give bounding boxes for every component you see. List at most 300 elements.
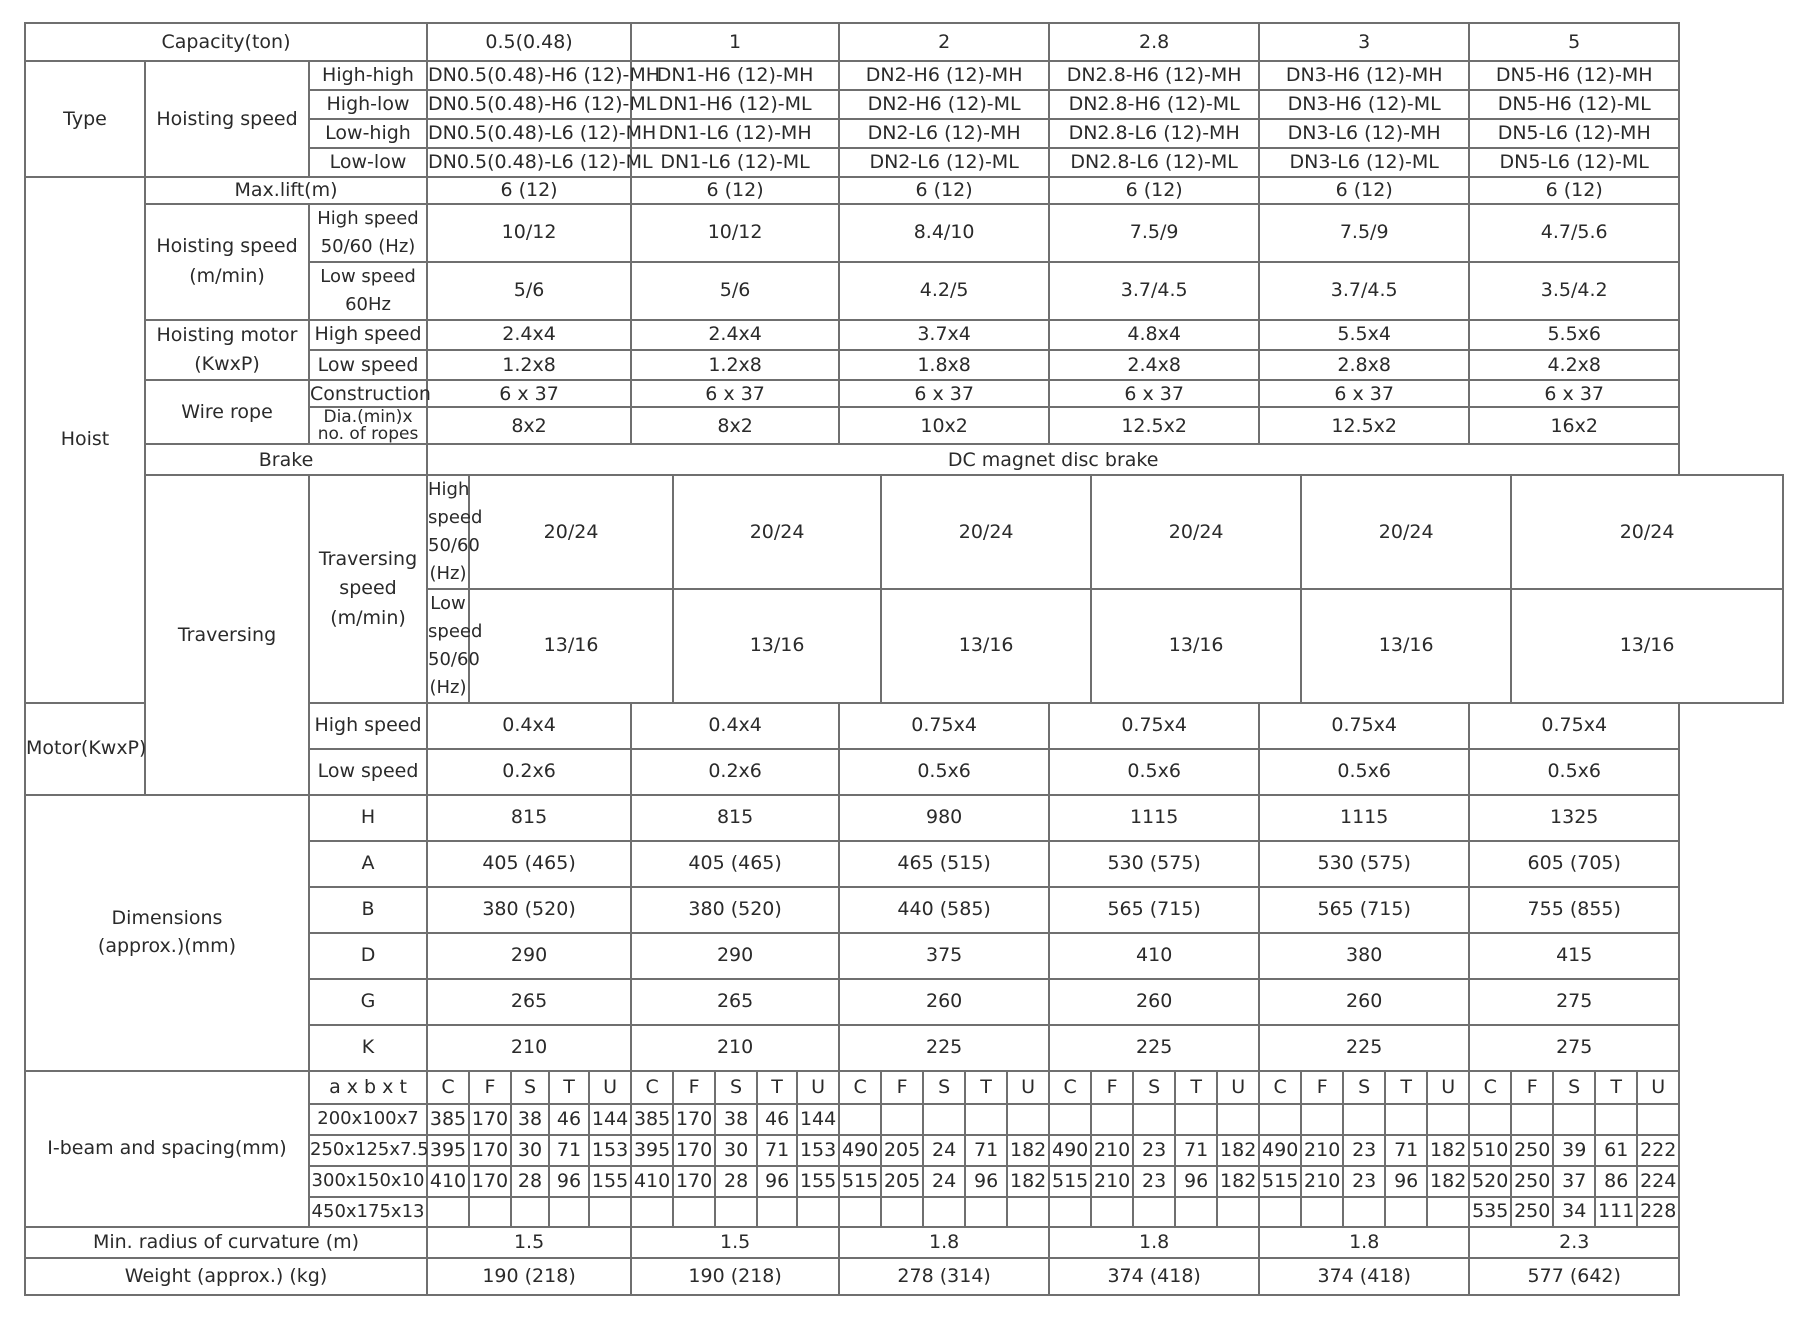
ibeam-value-u: 182: [1427, 1135, 1469, 1166]
hoisting-speed-high-value-4: 7.5/9: [1049, 204, 1259, 262]
traversing-motor-high-value-2: 0.4x4: [631, 703, 839, 749]
ibeam-letter-c: C: [1469, 1071, 1511, 1104]
wire-construction-row: [25, 380, 1783, 407]
ibeam-value-s: [1133, 1197, 1175, 1227]
model-high-high-1: DN0.5(0.48)-H6 (12)-MH: [427, 61, 631, 90]
ibeam-size: 300x150x10: [309, 1166, 427, 1197]
ibeam-value-f: 170: [469, 1166, 511, 1197]
ibeam-value-u: [1007, 1104, 1049, 1135]
ibeam-value-s: [923, 1104, 965, 1135]
dimension-h-value-6: 1325: [1469, 795, 1679, 841]
ibeam-value-t: 71: [1385, 1135, 1427, 1166]
model-low-low-1: DN0.5(0.48)-L6 (12)-ML: [427, 148, 631, 177]
traversing-speed-low-value-6: 13/16: [1511, 589, 1783, 703]
capacity-value-6: 5: [1469, 23, 1679, 61]
ibeam-value-f: 210: [1301, 1135, 1343, 1166]
ibeam-value-u: 182: [1427, 1166, 1469, 1197]
dimension-h-value-3: 980: [839, 795, 1049, 841]
ibeam-value-t: 71: [549, 1135, 589, 1166]
dimension-h-value-1: 815: [427, 795, 631, 841]
hoisting-motor-high-value-2: 2.4x4: [631, 320, 839, 350]
hoisting-motor-high-row: [25, 320, 1783, 350]
model-low-high-2: DN1-L6 (12)-MH: [631, 119, 839, 148]
ibeam-value-c: [1259, 1104, 1301, 1135]
ibeam-letter-s: S: [511, 1071, 549, 1104]
model-low-high-4: DN2.8-L6 (12)-MH: [1049, 119, 1259, 148]
ibeam-value-t: [1385, 1104, 1427, 1135]
ibeam-value-c: 515: [1259, 1166, 1301, 1197]
traversing-speed-low-value-1: 13/16: [469, 589, 673, 703]
dimension-k-value-1: 210: [427, 1025, 631, 1071]
ibeam-value-s: 23: [1343, 1135, 1385, 1166]
max-lift-value-2: 6 (12): [631, 177, 839, 204]
dimension-a-value-5: 530 (575): [1259, 841, 1469, 887]
ibeam-value-s: 38: [715, 1104, 757, 1135]
dimension-key: A: [309, 841, 427, 887]
max-lift-value-1: 6 (12): [427, 177, 631, 204]
ibeam-value-u: [589, 1197, 631, 1227]
model-high-high-4: DN2.8-H6 (12)-MH: [1049, 61, 1259, 90]
ibeam-letter-c: C: [631, 1071, 673, 1104]
model-low-high-5: DN3-L6 (12)-MH: [1259, 119, 1469, 148]
ibeam-value-s: [1343, 1197, 1385, 1227]
dimension-k-value-3: 225: [839, 1025, 1049, 1071]
ibeam-value-f: 250: [1511, 1135, 1553, 1166]
model-low-low-3: DN2-L6 (12)-ML: [839, 148, 1049, 177]
ibeam-value-u: 144: [589, 1104, 631, 1135]
ibeam-value-t: [757, 1197, 797, 1227]
wire-dia-value-5: 12.5x2: [1259, 407, 1469, 444]
ibeam-value-s: [1133, 1104, 1175, 1135]
max-lift-value-6: 6 (12): [1469, 177, 1679, 204]
hoisting-motor-low-value-2: 1.2x8: [631, 350, 839, 380]
ibeam-value-u: [1427, 1104, 1469, 1135]
type-mode-low-low: Low-low: [309, 148, 427, 177]
ibeam-value-s: 23: [1133, 1135, 1175, 1166]
ibeam-letter-s: S: [1553, 1071, 1595, 1104]
ibeam-value-u: [1637, 1104, 1679, 1135]
ibeam-value-f: [881, 1104, 923, 1135]
ibeam-letter-c: C: [427, 1071, 469, 1104]
wire-dia-label-line-2: no. of ropes: [317, 423, 419, 444]
ibeam-value-c: [839, 1197, 881, 1227]
ibeam-value-c: 490: [1049, 1135, 1091, 1166]
dimension-d-value-1: 290: [427, 933, 631, 979]
dimension-a-value-2: 405 (465): [631, 841, 839, 887]
max-lift-label: Max.lift(m): [145, 177, 427, 204]
ibeam-value-s: 24: [923, 1166, 965, 1197]
wire-construction-label: Construction: [309, 380, 427, 407]
hoist-label: Hoist: [25, 177, 145, 703]
hoisting-motor-label: [145, 320, 309, 381]
ibeam-letter-u: U: [1427, 1071, 1469, 1104]
min-radius-value-5: 1.8: [1259, 1227, 1469, 1258]
ibeam-letter-f: F: [1091, 1071, 1133, 1104]
model-low-low-5: DN3-L6 (12)-ML: [1259, 148, 1469, 177]
ibeam-value-t: [1595, 1104, 1637, 1135]
dimension-a-value-1: 405 (465): [427, 841, 631, 887]
ibeam-value-s: 38: [511, 1104, 549, 1135]
spec-table: [24, 22, 1784, 1296]
min-radius-value-3: 1.8: [839, 1227, 1049, 1258]
hoisting-speed-high-value-6: 4.7/5.6: [1469, 204, 1679, 262]
hoisting-motor-label-line-2: (KwxP): [194, 353, 260, 375]
ibeam-value-u: 182: [1007, 1135, 1049, 1166]
hoisting-speed-high-value-3: 8.4/10: [839, 204, 1049, 262]
traversing-motor-high-label: High speed: [309, 703, 427, 749]
weight-value-4: 374 (418): [1049, 1258, 1259, 1295]
ibeam-value-f: [1091, 1104, 1133, 1135]
dimension-g-value-5: 260: [1259, 979, 1469, 1025]
ibeam-letter-f: F: [1511, 1071, 1553, 1104]
ibeam-value-c: 490: [1259, 1135, 1301, 1166]
traversing-speed-label-line-2: speed: [339, 577, 397, 600]
ibeam-value-u: [1217, 1197, 1259, 1227]
traversing-speed-low-value-2: 13/16: [673, 589, 881, 703]
hoisting-speed-high-label: [309, 204, 427, 262]
capacity-value-1: 0.5(0.48): [427, 23, 631, 61]
hoisting-speed-low-line-1: Low speed: [320, 265, 416, 287]
ibeam-value-s: [923, 1197, 965, 1227]
capacity-value-4: 2.8: [1049, 23, 1259, 61]
min-radius-label: Min. radius of curvature (m): [25, 1227, 427, 1258]
ibeam-value-u: 155: [589, 1166, 631, 1197]
model-low-low-4: DN2.8-L6 (12)-ML: [1049, 148, 1259, 177]
dimensions-label-line-2: (approx.)(mm): [97, 934, 237, 957]
dimension-k-value-6: 275: [1469, 1025, 1679, 1071]
min-radius-value-1: 1.5: [427, 1227, 631, 1258]
ibeam-value-s: 30: [715, 1135, 757, 1166]
ibeam-value-u: [797, 1197, 839, 1227]
model-high-low-6: DN5-H6 (12)-ML: [1469, 90, 1679, 119]
dimension-h-value-2: 815: [631, 795, 839, 841]
ibeam-value-t: [965, 1197, 1007, 1227]
ibeam-value-u: 182: [1007, 1166, 1049, 1197]
weight-row: [25, 1258, 1783, 1295]
ibeam-value-s: 30: [511, 1135, 549, 1166]
traversing-speed-high-value-5: 20/24: [1301, 475, 1511, 589]
ibeam-value-f: [673, 1197, 715, 1227]
dimensions-label: [25, 795, 309, 1071]
hoisting-speed-high-value-2: 10/12: [631, 204, 839, 262]
ibeam-value-t: 71: [1175, 1135, 1217, 1166]
traversing-speed-low-label: [427, 589, 483, 703]
traversing-speed-high-line-2: 50/60 (Hz): [428, 535, 480, 585]
ibeam-value-f: 210: [1091, 1135, 1133, 1166]
ibeam-letter-s: S: [1343, 1071, 1385, 1104]
traversing-speed-high-value-2: 20/24: [673, 475, 881, 589]
ibeam-value-f: 170: [673, 1166, 715, 1197]
ibeam-head-label: a x b x t: [309, 1071, 427, 1104]
ibeam-value-u: [1007, 1197, 1049, 1227]
ibeam-value-u: 224: [1637, 1166, 1679, 1197]
brake-value: DC magnet disc brake: [427, 444, 1679, 475]
ibeam-value-t: 71: [965, 1135, 1007, 1166]
ibeam-value-t: 46: [757, 1104, 797, 1135]
weight-value-3: 278 (314): [839, 1258, 1049, 1295]
ibeam-value-f: 170: [673, 1104, 715, 1135]
traversing-motor-label: Motor(KwxP): [25, 703, 145, 795]
ibeam-value-u: 153: [589, 1135, 631, 1166]
ibeam-value-t: [549, 1197, 589, 1227]
model-low-low-2: DN1-L6 (12)-ML: [631, 148, 839, 177]
ibeam-letter-c: C: [1049, 1071, 1091, 1104]
ibeam-value-s: 28: [511, 1166, 549, 1197]
wire-dia-value-6: 16x2: [1469, 407, 1679, 444]
ibeam-value-c: 410: [631, 1166, 673, 1197]
dimension-k-value-5: 225: [1259, 1025, 1469, 1071]
ibeam-value-c: 510: [1469, 1135, 1511, 1166]
ibeam-value-c: [1259, 1197, 1301, 1227]
ibeam-value-t: 111: [1595, 1197, 1637, 1227]
hoisting-motor-low-value-5: 2.8x8: [1259, 350, 1469, 380]
ibeam-value-f: [881, 1197, 923, 1227]
ibeam-value-s: [1553, 1104, 1595, 1135]
ibeam-letter-u: U: [589, 1071, 631, 1104]
dimension-k-value-2: 210: [631, 1025, 839, 1071]
type-mode-low-high: Low-high: [309, 119, 427, 148]
wire-dia-value-4: 12.5x2: [1049, 407, 1259, 444]
dimension-key: B: [309, 887, 427, 933]
traversing-speed-high-value-1: 20/24: [469, 475, 673, 589]
traversing-speed-high-value-3: 20/24: [881, 475, 1091, 589]
hoisting-motor-low-label: Low speed: [309, 350, 427, 380]
ibeam-value-c: [839, 1104, 881, 1135]
ibeam-value-c: [631, 1197, 673, 1227]
ibeam-letter-t: T: [965, 1071, 1007, 1104]
hoisting-motor-low-value-1: 1.2x8: [427, 350, 631, 380]
traversing-motor-low-value-1: 0.2x6: [427, 749, 631, 795]
ibeam-value-c: 520: [1469, 1166, 1511, 1197]
hoisting-motor-high-value-4: 4.8x4: [1049, 320, 1259, 350]
dimension-a-value-6: 605 (705): [1469, 841, 1679, 887]
traversing-speed-low-line-2: 50/60 (Hz): [428, 648, 480, 698]
ibeam-value-t: [1175, 1197, 1217, 1227]
traversing-motor-high-value-3: 0.75x4: [839, 703, 1049, 749]
ibeam-letter-s: S: [923, 1071, 965, 1104]
ibeam-value-s: 34: [1553, 1197, 1595, 1227]
ibeam-value-f: [1301, 1197, 1343, 1227]
ibeam-value-c: 395: [427, 1135, 469, 1166]
dimension-a-value-4: 530 (575): [1049, 841, 1259, 887]
weight-value-1: 190 (218): [427, 1258, 631, 1295]
hoisting-motor-low-value-4: 2.4x8: [1049, 350, 1259, 380]
ibeam-value-s: [1343, 1104, 1385, 1135]
ibeam-letter-t: T: [1175, 1071, 1217, 1104]
traversing-speed-low-value-5: 13/16: [1301, 589, 1511, 703]
hoisting-motor-high-label: High speed: [309, 320, 427, 350]
min-radius-value-4: 1.8: [1049, 1227, 1259, 1258]
wire-dia-value-2: 8x2: [631, 407, 839, 444]
ibeam-size: 200x100x7: [309, 1104, 427, 1135]
capacity-value-3: 2: [839, 23, 1049, 61]
ibeam-letter-u: U: [1637, 1071, 1679, 1104]
ibeam-value-u: 182: [1217, 1166, 1259, 1197]
min-radius-value-6: 2.3: [1469, 1227, 1679, 1258]
dimension-b-value-1: 380 (520): [427, 887, 631, 933]
ibeam-letter-t: T: [549, 1071, 589, 1104]
min-radius-row: [25, 1227, 1783, 1258]
ibeam-value-c: 385: [427, 1104, 469, 1135]
max-lift-row: [25, 177, 1783, 204]
ibeam-letter-c: C: [839, 1071, 881, 1104]
wire-rope-label: Wire rope: [145, 380, 309, 444]
ibeam-value-s: 23: [1343, 1166, 1385, 1197]
ibeam-value-t: 71: [757, 1135, 797, 1166]
dimension-b-value-2: 380 (520): [631, 887, 839, 933]
capacity-label: Capacity(ton): [25, 23, 427, 61]
traversing-motor-low-label: Low speed: [309, 749, 427, 795]
dimension-g-value-2: 265: [631, 979, 839, 1025]
type-mode-high-low: High-low: [309, 90, 427, 119]
model-high-low-3: DN2-H6 (12)-ML: [839, 90, 1049, 119]
hoisting-motor-label-line-1: Hoisting motor: [156, 323, 298, 346]
weight-label: Weight (approx.) (kg): [25, 1258, 427, 1295]
dimension-k-value-4: 225: [1049, 1025, 1259, 1071]
hoisting-speed-low-value-4: 3.7/4.5: [1049, 262, 1259, 320]
ibeam-value-t: 96: [757, 1166, 797, 1197]
traversing-speed-low-value-3: 13/16: [881, 589, 1091, 703]
capacity-value-2: 1: [631, 23, 839, 61]
ibeam-value-s: 23: [1133, 1166, 1175, 1197]
ibeam-value-c: [1469, 1104, 1511, 1135]
dimension-d-value-3: 375: [839, 933, 1049, 979]
dimension-b-value-4: 565 (715): [1049, 887, 1259, 933]
traversing-motor-low-value-2: 0.2x6: [631, 749, 839, 795]
hoisting-motor-high-value-3: 3.7x4: [839, 320, 1049, 350]
model-low-high-6: DN5-L6 (12)-MH: [1469, 119, 1679, 148]
traversing-motor-low-value-4: 0.5x6: [1049, 749, 1259, 795]
hoisting-motor-high-value-5: 5.5x4: [1259, 320, 1469, 350]
ibeam-value-f: [1301, 1104, 1343, 1135]
wire-construction-value-2: 6 x 37: [631, 380, 839, 407]
ibeam-value-f: [469, 1197, 511, 1227]
traversing-speed-label-line-1: Traversing: [318, 547, 418, 570]
hoisting-speed-label: [145, 204, 309, 320]
traversing-speed-label-line-3: (m/min): [330, 606, 406, 629]
weight-value-2: 190 (218): [631, 1258, 839, 1295]
dimension-h-value-5: 1115: [1259, 795, 1469, 841]
ibeam-letter-t: T: [1385, 1071, 1427, 1104]
hoisting-speed-low-label: [309, 262, 427, 320]
type-label: Type: [25, 61, 145, 177]
ibeam-value-f: 170: [469, 1104, 511, 1135]
ibeam-value-f: 205: [881, 1135, 923, 1166]
dimension-b-value-5: 565 (715): [1259, 887, 1469, 933]
ibeam-letter-f: F: [469, 1071, 511, 1104]
ibeam-value-u: 228: [1637, 1197, 1679, 1227]
model-high-low-4: DN2.8-H6 (12)-ML: [1049, 90, 1259, 119]
model-high-low-5: DN3-H6 (12)-ML: [1259, 90, 1469, 119]
type-mode-high-high: High-high: [309, 61, 427, 90]
ibeam-value-f: 210: [1091, 1166, 1133, 1197]
traversing-speed-high-row: [25, 475, 1783, 589]
ibeam-value-c: [1049, 1104, 1091, 1135]
ibeam-value-c: 535: [1469, 1197, 1511, 1227]
dimension-d-value-2: 290: [631, 933, 839, 979]
ibeam-value-u: 222: [1637, 1135, 1679, 1166]
hoisting-speed-low-value-3: 4.2/5: [839, 262, 1049, 320]
model-high-low-2: DN1-H6 (12)-ML: [631, 90, 839, 119]
dimension-d-value-6: 415: [1469, 933, 1679, 979]
ibeam-value-f: [1091, 1197, 1133, 1227]
capacity-row: [25, 23, 1783, 61]
ibeam-value-u: 153: [797, 1135, 839, 1166]
weight-value-6: 577 (642): [1469, 1258, 1679, 1295]
ibeam-label: I-beam and spacing(mm): [25, 1071, 309, 1227]
dimension-key: K: [309, 1025, 427, 1071]
type-row-high-high: [25, 61, 1783, 90]
ibeam-value-s: 37: [1553, 1166, 1595, 1197]
traversing-motor-high-value-5: 0.75x4: [1259, 703, 1469, 749]
ibeam-letter-f: F: [881, 1071, 923, 1104]
traversing-motor-low-value-6: 0.5x6: [1469, 749, 1679, 795]
capacity-value-5: 3: [1259, 23, 1469, 61]
ibeam-value-f: 205: [881, 1166, 923, 1197]
ibeam-letter-t: T: [757, 1071, 797, 1104]
hoisting-motor-low-value-3: 1.8x8: [839, 350, 1049, 380]
ibeam-value-s: 24: [923, 1135, 965, 1166]
ibeam-letter-t: T: [1595, 1071, 1637, 1104]
hoisting-motor-low-value-6: 4.2x8: [1469, 350, 1679, 380]
ibeam-value-t: 96: [1385, 1166, 1427, 1197]
dimension-key: H: [309, 795, 427, 841]
model-low-high-1: DN0.5(0.48)-L6 (12)-MH: [427, 119, 631, 148]
wire-dia-label-line-1: Dia.(min)x: [323, 406, 413, 427]
ibeam-value-t: [1175, 1104, 1217, 1135]
traversing-speed-high-line-1: High speed: [428, 479, 483, 529]
dimensions-label-line-1: Dimensions: [111, 907, 223, 930]
hoisting-speed-high-value-1: 10/12: [427, 204, 631, 262]
ibeam-value-t: [1385, 1197, 1427, 1227]
max-lift-value-3: 6 (12): [839, 177, 1049, 204]
traversing-speed-low-value-4: 13/16: [1091, 589, 1301, 703]
hoisting-speed-high-line-1: High speed: [317, 208, 419, 229]
ibeam-value-u: [1217, 1104, 1259, 1135]
dimension-g-value-4: 260: [1049, 979, 1259, 1025]
wire-construction-value-4: 6 x 37: [1049, 380, 1259, 407]
ibeam-value-u: 144: [797, 1104, 839, 1135]
ibeam-letter-s: S: [1133, 1071, 1175, 1104]
ibeam-value-c: 410: [427, 1166, 469, 1197]
spec-sheet: [24, 22, 1784, 1296]
hoisting-speed-low-value-2: 5/6: [631, 262, 839, 320]
ibeam-value-c: 385: [631, 1104, 673, 1135]
hoisting-speed-high-row: [25, 204, 1783, 262]
hoisting-speed-label-line-1: Hoisting speed: [156, 235, 298, 258]
ibeam-value-t: 96: [965, 1166, 1007, 1197]
ibeam-value-f: 170: [469, 1135, 511, 1166]
traversing-speed-high-value-6: 20/24: [1511, 475, 1783, 589]
traversing-motor-low-value-3: 0.5x6: [839, 749, 1049, 795]
traversing-motor-high-value-4: 0.75x4: [1049, 703, 1259, 749]
ibeam-value-f: 210: [1301, 1166, 1343, 1197]
ibeam-value-u: 155: [797, 1166, 839, 1197]
model-high-low-1: DN0.5(0.48)-H6 (12)-ML: [427, 90, 631, 119]
dimension-g-value-3: 260: [839, 979, 1049, 1025]
dimension-h-value-4: 1115: [1049, 795, 1259, 841]
ibeam-value-t: 96: [549, 1166, 589, 1197]
ibeam-value-t: 61: [1595, 1135, 1637, 1166]
ibeam-letter-f: F: [673, 1071, 715, 1104]
wire-construction-value-5: 6 x 37: [1259, 380, 1469, 407]
type-hoisting-speed-label: Hoisting speed: [145, 61, 309, 177]
ibeam-letter-u: U: [1007, 1071, 1049, 1104]
ibeam-value-s: [715, 1197, 757, 1227]
traversing-speed-high-value-4: 20/24: [1091, 475, 1301, 589]
hoisting-speed-low-value-1: 5/6: [427, 262, 631, 320]
hoisting-motor-high-value-1: 2.4x4: [427, 320, 631, 350]
